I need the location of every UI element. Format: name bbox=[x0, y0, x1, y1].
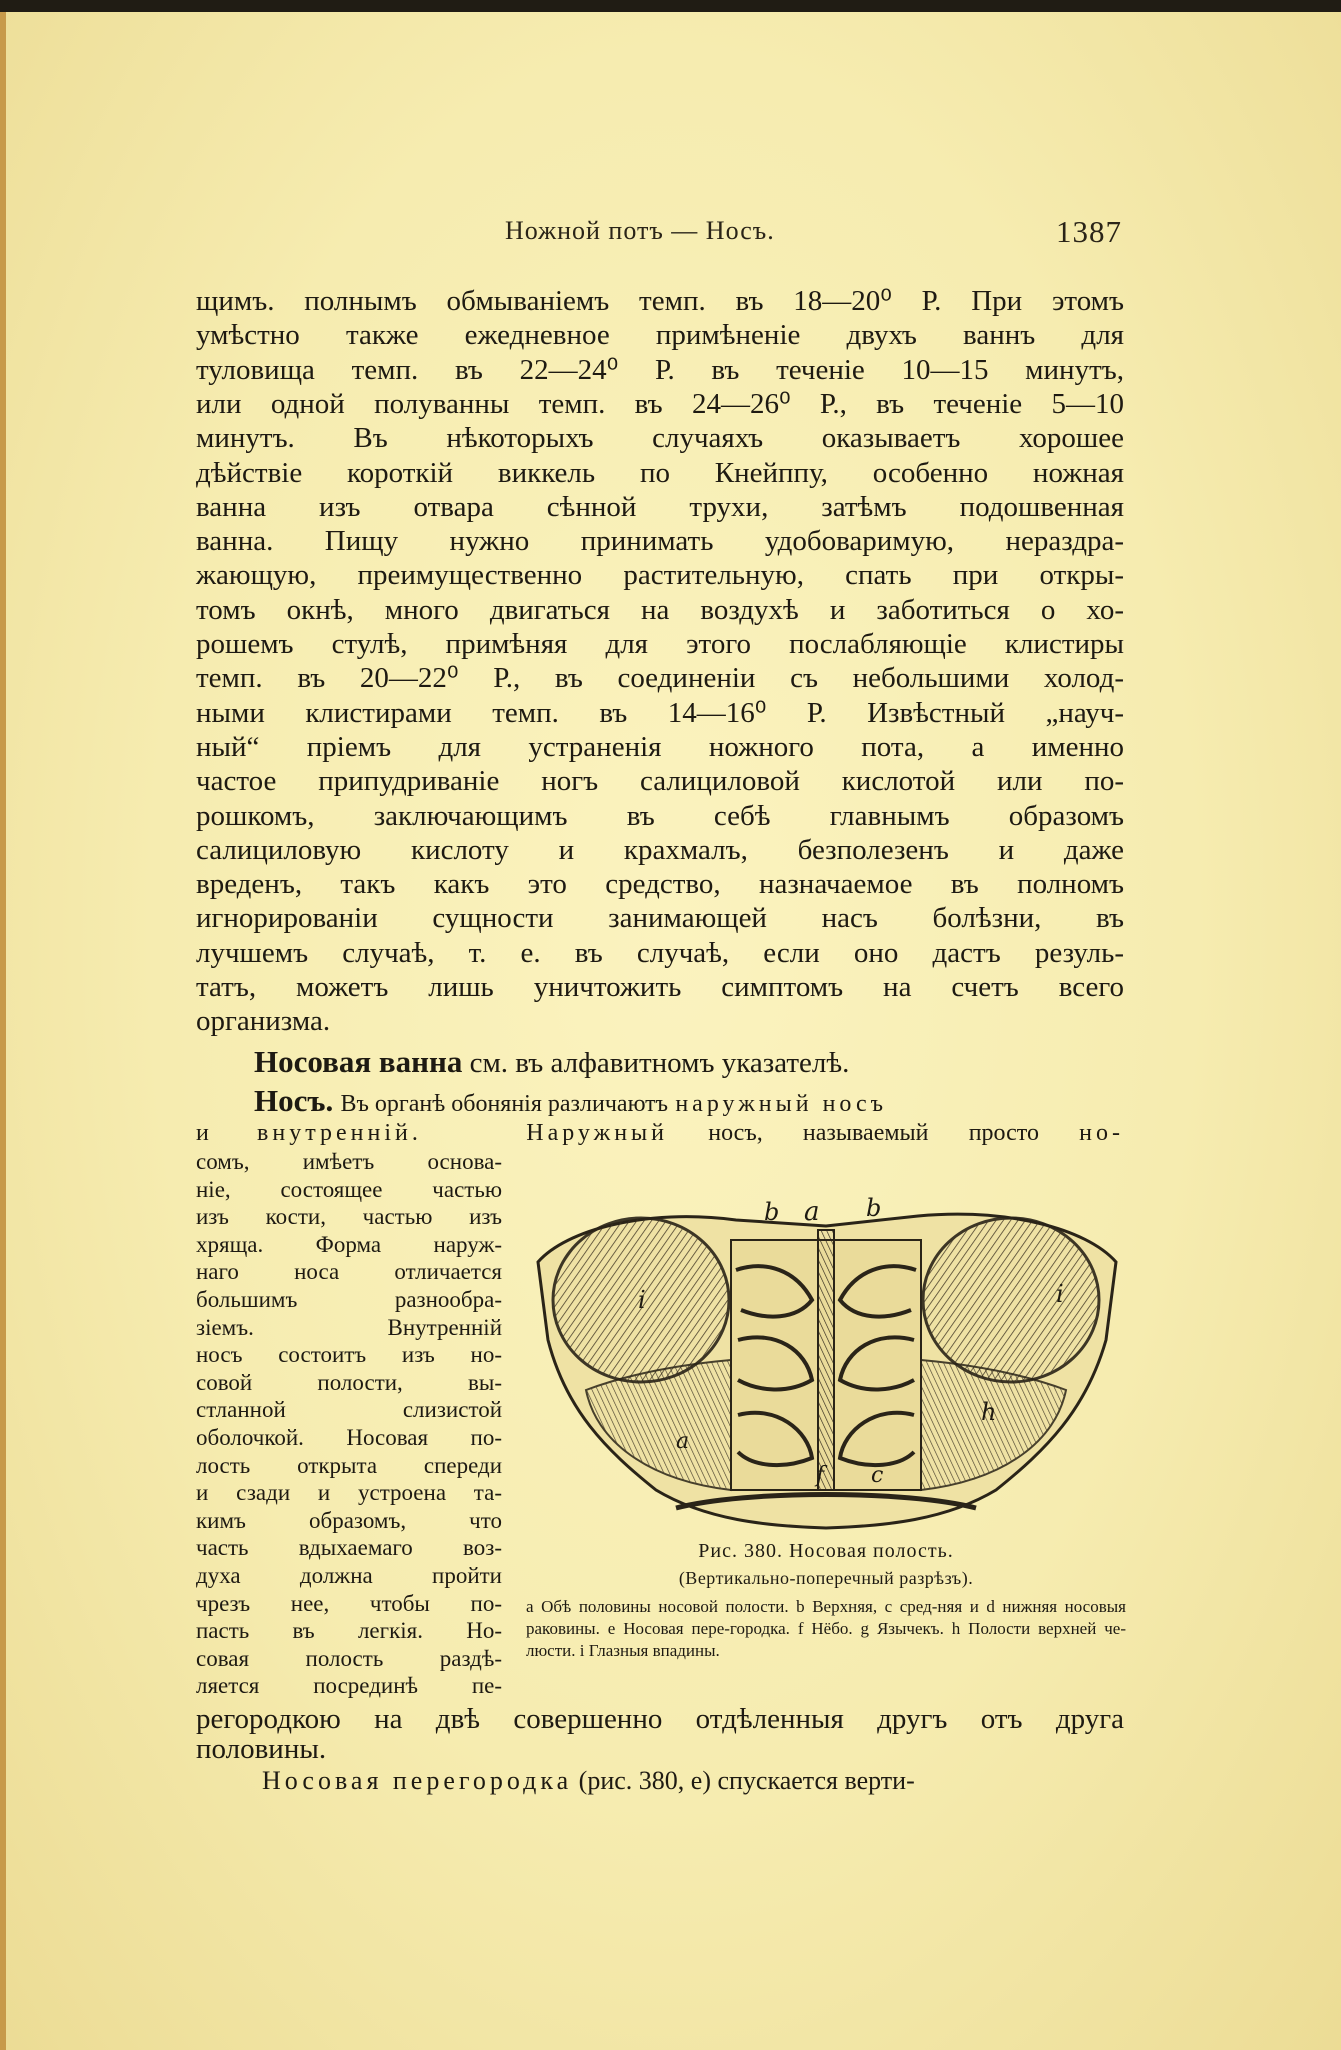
text-line: ванна изъ отвара сѣнной трухи, затѣмъ подошвенная bbox=[196, 490, 1124, 523]
spaced-term: Носовая перегородка bbox=[262, 1766, 573, 1795]
text-line: чрезъ нее, чтобы по- bbox=[196, 1590, 502, 1616]
figure-label: a bbox=[676, 1429, 690, 1454]
figure-label: c bbox=[871, 1463, 884, 1488]
text-line: умѣстно также ежедневное примѣненіе двухъ ваннъ для bbox=[196, 319, 1124, 352]
text-line: пасть въ легкія. Но- bbox=[196, 1618, 502, 1644]
text-line: и сзади и устроена та- bbox=[196, 1480, 502, 1506]
text-line: салициловую кислоту и крахмалъ, безполезенъ и даже bbox=[196, 833, 1124, 866]
figure-label: a bbox=[804, 1197, 820, 1227]
text-line: ляется посрединѣ пе- bbox=[196, 1673, 502, 1699]
entry-text: носъ, называемый просто bbox=[708, 1120, 1039, 1146]
text-line: лучшемъ случаѣ, т. е. въ случаѣ, если оно дастъ резуль- bbox=[196, 936, 1124, 969]
text-line: зіемъ. Внутренній bbox=[196, 1314, 502, 1340]
text-line: регородкою на двѣ совершенно отдѣленныя другъ отъ друга bbox=[196, 1703, 1124, 1735]
spaced-term: наружный носъ bbox=[675, 1091, 888, 1117]
text-line: вреденъ, такъ какъ это средство, назначаемое въ полномъ bbox=[196, 868, 1124, 901]
text-line: ванна. Пищу нужно принимать удобоваримую, нераздра- bbox=[196, 525, 1124, 558]
text-line: стланной слизистой bbox=[196, 1397, 502, 1423]
text-line: минутъ. Въ нѣкоторыхъ случаяхъ оказываетъ хорошее bbox=[196, 422, 1124, 455]
nasal-cavity-figure bbox=[526, 1190, 1126, 1530]
entry-nose-line-2 bbox=[196, 1116, 1124, 1150]
text-line: туловища темп. въ 22—24⁰ Р. въ теченіе 10—15 минутъ, bbox=[196, 353, 1124, 386]
figure-label: b bbox=[764, 1198, 780, 1226]
text-line: духа должна пройти bbox=[196, 1563, 502, 1588]
text-line: хряща. Форма наруж- bbox=[196, 1231, 502, 1257]
text-line: рошемъ стулѣ, примѣняя для этого послабляющіе клистиры bbox=[196, 628, 1124, 660]
text-line: лость открыта спереди bbox=[196, 1452, 502, 1478]
text-line: ный“ пріемъ для устраненія ножного пота, а именно bbox=[196, 730, 1124, 763]
figure-label: i bbox=[1056, 1280, 1064, 1308]
text-line: жающую, преимущественно растительную, спать при откры- bbox=[196, 559, 1124, 592]
entry-text: (рис. 380, e) спускается верти- bbox=[578, 1766, 915, 1795]
text-line: половины. bbox=[196, 1733, 327, 1765]
spaced-term: но- bbox=[1079, 1120, 1125, 1146]
figure-label: i bbox=[638, 1286, 646, 1314]
text-line: большимъ разнообра- bbox=[196, 1287, 502, 1312]
text-line: ными клистирами темп. въ 14—16⁰ Р. Извѣстный „науч- bbox=[196, 696, 1124, 729]
entry-text: Въ органѣ обонянія различаютъ bbox=[340, 1091, 669, 1117]
text-line: сомъ, имѣетъ основа- bbox=[196, 1149, 502, 1174]
text-line: игнорированіи сущности занимающей насъ болѣзни, въ bbox=[196, 902, 1124, 935]
text-line: татъ, можетъ лишь уничтожить симптомъ на счетъ всего bbox=[196, 971, 1124, 1003]
text-line: изъ кости, частью изъ bbox=[196, 1204, 502, 1230]
text-line: дѣйствіе короткій виккель по Кнейппу, особенно ножная bbox=[196, 456, 1124, 489]
text-line: щимъ. полнымъ обмываніемъ темп. въ 18—20⁰ Р. При этомъ bbox=[196, 285, 1124, 317]
figure-label: b bbox=[866, 1194, 882, 1222]
page-number: 1387 bbox=[1056, 214, 1122, 249]
text-line: часть вдыхаемаго воз- bbox=[196, 1535, 502, 1561]
figure-legend: a Обѣ половины носовой полости. b Верхняя, c сред-няя и d нижняя носовыя раковины. e Носовая пере-городка. f Нёбо. g Язычекъ. h Полости верхней че-люсти. i Глазныя впадины. bbox=[526, 1597, 1126, 1660]
text-line: темп. въ 20—22⁰ Р., въ соединеніи съ небольшими холод- bbox=[196, 662, 1124, 695]
entry-text: см. въ алфавитномъ указателѣ. bbox=[469, 1047, 850, 1079]
last-line bbox=[196, 1764, 1124, 1798]
figure-label: f bbox=[816, 1463, 825, 1488]
entry-nasal-bath bbox=[196, 1045, 1124, 1080]
text-line: носъ состоитъ изъ но- bbox=[196, 1342, 502, 1368]
text-line: томъ окнѣ, много двигаться на воздухѣ и заботиться о хо- bbox=[196, 593, 1124, 626]
text-line: кимъ образомъ, что bbox=[196, 1507, 502, 1533]
entry-term: Носъ. bbox=[254, 1083, 334, 1118]
entry-term: Носовая ванна bbox=[254, 1044, 463, 1079]
text-line: наго носа отличается bbox=[196, 1259, 502, 1285]
text-line: совая полость раздѣ- bbox=[196, 1645, 502, 1671]
spaced-term: Наружный bbox=[526, 1120, 669, 1146]
running-title: Ножной потъ — Носъ. bbox=[505, 216, 775, 245]
spaced-term: и внутренній. bbox=[196, 1120, 422, 1146]
book-page bbox=[0, 12, 1341, 2050]
text-line: частое припудриваніе ногъ салициловой кислотой или по- bbox=[196, 765, 1124, 798]
text-line: совой полости, вы- bbox=[196, 1369, 502, 1395]
text-line: организма. bbox=[196, 1005, 331, 1038]
figure-caption-subtitle: (Вертикально-поперечный разрѣзъ). bbox=[678, 1568, 974, 1588]
figure-caption-title: Рис. 380. Носовая полость. bbox=[698, 1540, 954, 1562]
text-line: ніе, состоящее частью bbox=[196, 1176, 502, 1202]
text-line: оболочкой. Носовая по- bbox=[196, 1425, 502, 1450]
page-header bbox=[6, 210, 1341, 250]
text-line: рошкомъ, заключающимъ въ себѣ главнымъ образомъ bbox=[196, 799, 1124, 832]
text-line: или одной полуванны темп. въ 24—26⁰ Р., въ теченіе 5—10 bbox=[196, 387, 1124, 420]
figure-label: h bbox=[981, 1398, 997, 1426]
